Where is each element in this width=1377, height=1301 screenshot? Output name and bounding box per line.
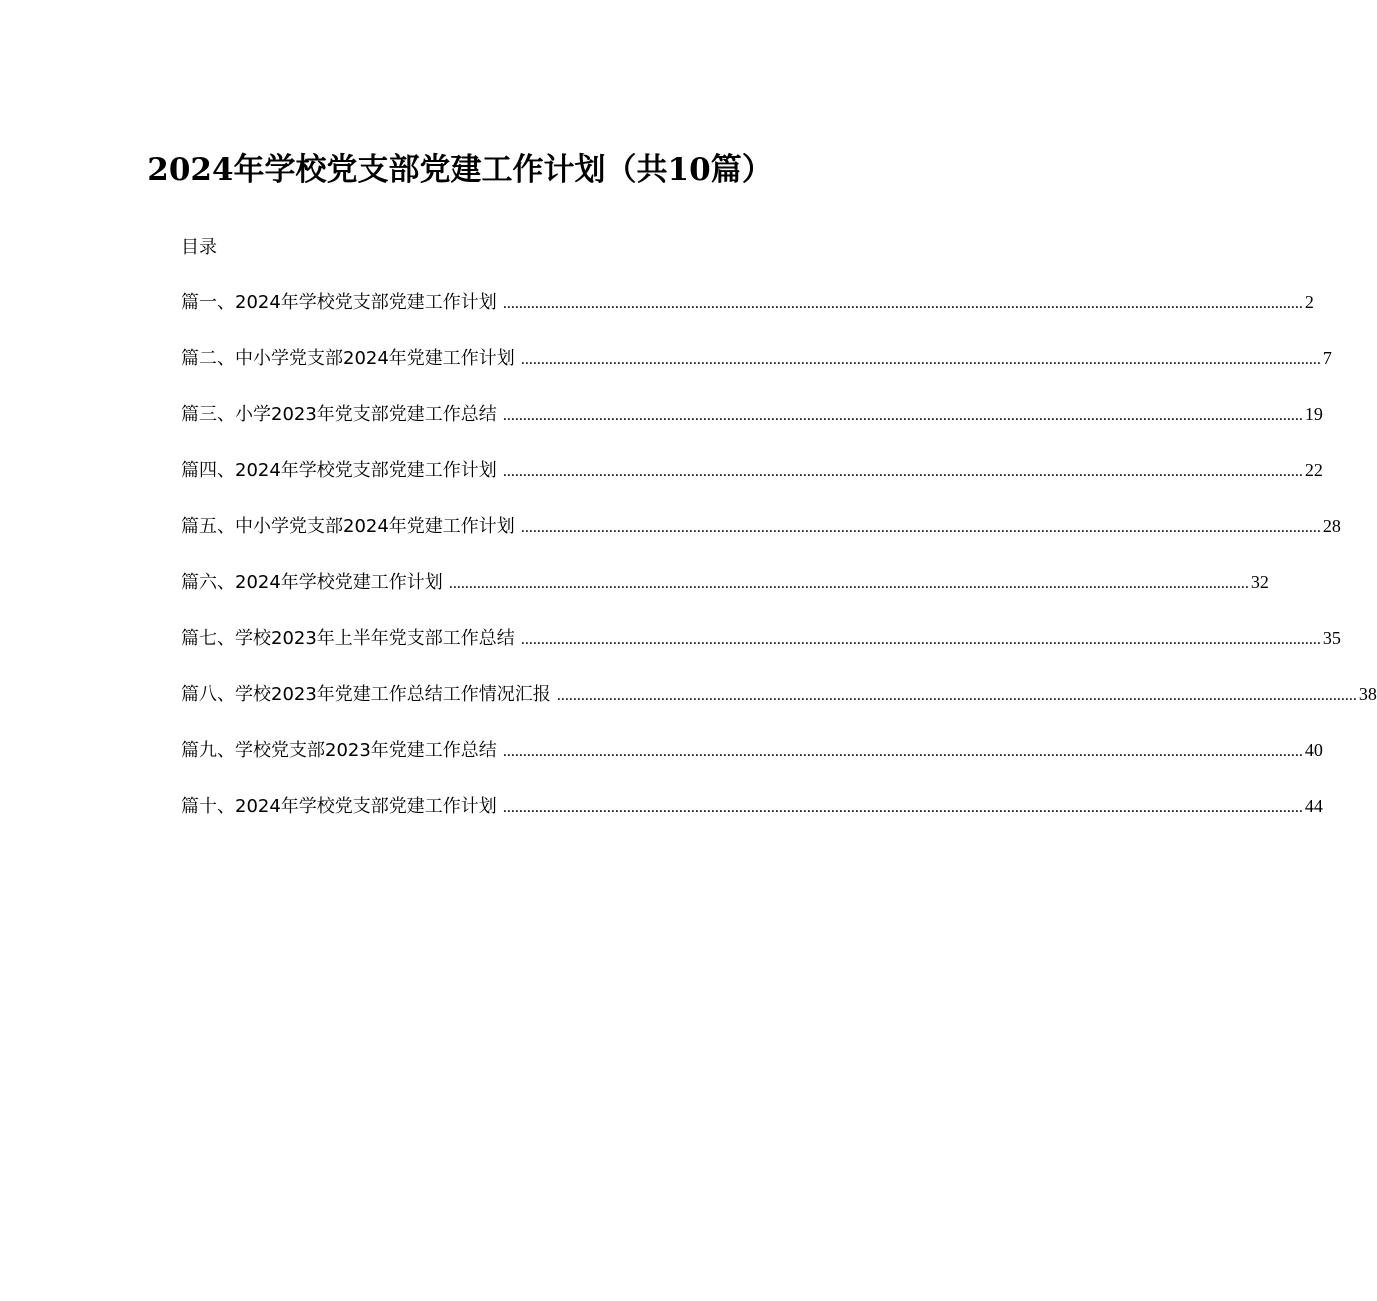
toc-leader-dots: ........................................................................................................................................................................................................: [502, 743, 1303, 760]
toc-entry-label: 篇八、学校2023年党建工作总结工作情况汇报: [181, 684, 551, 705]
toc-leader-dots: ........................................................................................................................................................................................................: [520, 351, 1321, 368]
toc-entry-label: 篇三、小学2023年党支部党建工作总结: [181, 404, 497, 425]
toc-entry-page: 28: [1322, 516, 1341, 536]
toc-entry-label: 篇六、2024年学校党建工作计划: [181, 572, 443, 593]
toc-entry-page: 19: [1304, 404, 1323, 424]
toc-entry[interactable]: [181, 456, 1323, 512]
toc-entry-label: 篇二、中小学党支部2024年党建工作计划: [181, 348, 515, 369]
toc-heading: 目录: [181, 237, 217, 258]
toc-leader-dots: ........................................................................................................................................................................................................: [502, 295, 1303, 312]
toc-entry-page: 22: [1304, 460, 1323, 480]
toc-leader-dots: ........................................................................................................................................................................................................: [502, 799, 1303, 816]
toc-entry[interactable]: [181, 624, 1341, 680]
toc-list: [181, 288, 1377, 848]
toc-entry[interactable]: [181, 680, 1377, 736]
toc-entry[interactable]: [181, 512, 1341, 568]
toc-entry-page: 40: [1304, 740, 1323, 760]
toc-leader-dots: ........................................................................................................................................................................................................: [520, 631, 1321, 648]
toc-entry[interactable]: [181, 400, 1323, 456]
toc-leader-dots: ........................................................................................................................................................................................................: [520, 519, 1321, 536]
toc-entry-page: 38: [1358, 684, 1377, 704]
toc-entry[interactable]: [181, 736, 1323, 792]
toc-entry-label: 篇五、中小学党支部2024年党建工作计划: [181, 516, 515, 537]
toc-entry[interactable]: [181, 792, 1323, 848]
toc-entry-page: 35: [1322, 628, 1341, 648]
toc-entry-label: 篇九、学校党支部2023年党建工作总结: [181, 740, 497, 761]
toc-entry-label: 篇四、2024年学校党支部党建工作计划: [181, 460, 497, 481]
toc-entry-label: 篇一、2024年学校党支部党建工作计划: [181, 292, 497, 313]
toc-leader-dots: ........................................................................................................................................................................................................: [448, 575, 1249, 592]
toc-entry-page: 44: [1304, 796, 1323, 816]
toc-entry-page: 2: [1304, 292, 1314, 312]
toc-entry-label: 篇十、2024年学校党支部党建工作计划: [181, 796, 497, 817]
page-title: 2024年学校党支部党建工作计划（共10篇）: [147, 152, 773, 188]
toc-entry[interactable]: [181, 568, 1269, 624]
toc-leader-dots: ........................................................................................................................................................................................................: [556, 687, 1357, 704]
toc-entry[interactable]: [181, 288, 1314, 344]
toc-leader-dots: ........................................................................................................................................................................................................: [502, 463, 1303, 480]
toc-entry-label: 篇七、学校2023年上半年党支部工作总结: [181, 628, 515, 649]
toc-entry-page: 32: [1250, 572, 1269, 592]
toc-entry[interactable]: [181, 344, 1332, 400]
toc-leader-dots: ........................................................................................................................................................................................................: [502, 407, 1303, 424]
toc-entry-page: 7: [1322, 348, 1332, 368]
